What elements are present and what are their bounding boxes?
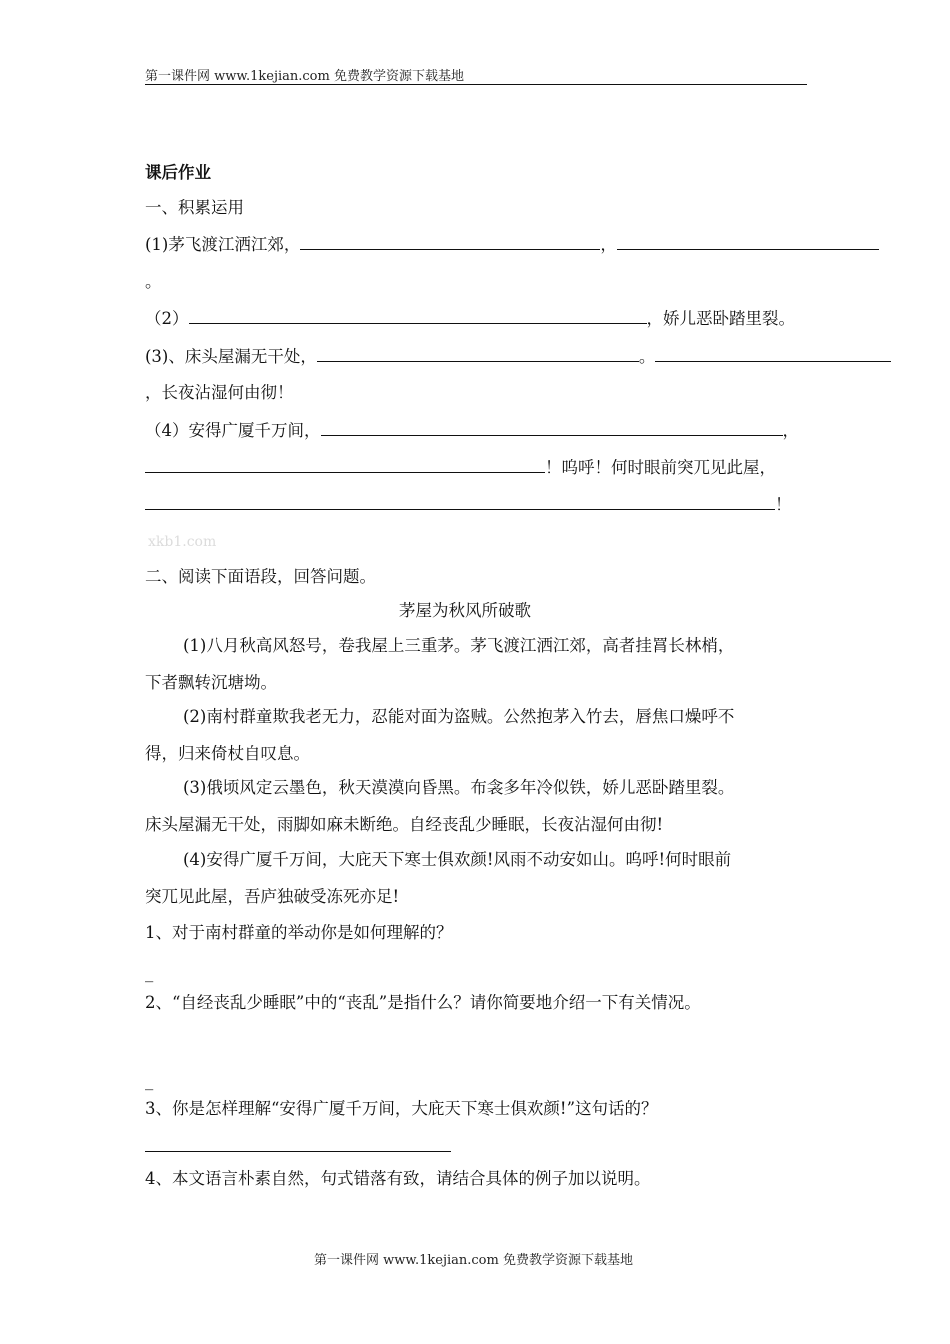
poem-p2-line2: 得，归来倚杖自叹息。 (145, 744, 310, 763)
answer-line-3[interactable] (145, 1151, 451, 1152)
question-3 (145, 346, 891, 367)
q3-blank-2[interactable] (655, 346, 891, 362)
q2-prefix: （2） (145, 309, 189, 328)
q2-blank[interactable] (189, 308, 647, 324)
section1-heading: 一、积累运用 (145, 198, 244, 217)
reading-question-4: 4、本文语言朴素自然，句式错落有致，请结合具体的例子加以说明。 (145, 1169, 651, 1188)
reading-question-3: 3、你是怎样理解“安得广厦千万间，大庇天下寒士俱欢颜!”这句话的？ (145, 1099, 658, 1118)
reading-question-1: 1、对于南村群童的举动你是如何理解的？ (145, 923, 453, 942)
poem-p2-line1: (2)南村群童欺我老无力，忍能对面为盗贼。公然抱茅入竹去，唇焦口燥呼不 (183, 707, 735, 726)
question-2 (145, 308, 795, 329)
page-header: 第一课件网 www.1kejian.com 免费教学资源下载基地 (145, 69, 464, 84)
poem-p3-line2: 床头屋漏无干处，雨脚如麻未断绝。自经丧乱少睡眠，长夜沾湿何由彻! (145, 815, 664, 834)
poem-p4-line1: (4)安得广厦千万间，大庇天下寒士俱欢颜!风雨不动安如山。呜呼!何时眼前 (183, 850, 732, 869)
section2-heading: 二、阅读下面语段，回答问题。 (145, 567, 376, 586)
q1-prefix: (1)茅飞渡江洒江郊， (145, 235, 301, 254)
reading-question-2: 2、“自经丧乱少睡眠”中的“丧乱”是指什么？请你简要地介绍一下有关情况。 (145, 993, 701, 1012)
page-footer: 第一课件网 www.1kejian.com 免费教学资源下载基地 (314, 1253, 633, 1268)
question-4-line3 (145, 494, 792, 515)
q3-prefix: (3)、床头屋漏无干处， (145, 347, 317, 366)
watermark: xkb1.com (148, 534, 217, 550)
poem-p3-line1: (3)俄顷风定云墨色，秋天漠漠向昏黑。布衾多年冷似铁，娇儿恶卧踏里裂。 (183, 778, 735, 797)
poem-p4-line2: 突兀见此屋，吾庐独破受冻死亦足! (145, 887, 400, 906)
q4-prefix: （4）安得广厦千万间， (145, 421, 321, 440)
question-3-end: ，长夜沾湿何由彻！ (145, 383, 294, 402)
q1-comma: ， (600, 235, 617, 254)
q2-suffix: ，娇儿恶卧踏里裂。 (646, 309, 795, 328)
q4-blank-3[interactable] (145, 494, 775, 510)
answer-mark-1[interactable]: _ (145, 963, 154, 982)
q3-mid: 。 (638, 347, 656, 366)
q1-blank-2[interactable] (617, 234, 879, 250)
q4-blank-1[interactable] (321, 420, 783, 436)
q4-end: ！ (775, 495, 792, 514)
header-rule (145, 84, 807, 85)
q1-blank-1[interactable] (300, 234, 600, 250)
question-1-end: 。 (145, 272, 162, 291)
question-4 (145, 420, 799, 441)
poem-p1-line2: 下者飘转沉塘坳。 (145, 673, 277, 692)
question-4-line2 (145, 457, 776, 478)
answer-mark-2[interactable]: _ (145, 1071, 154, 1090)
page-title: 课后作业 (145, 163, 211, 182)
q4-comma: ， (782, 421, 799, 440)
q3-blank-1[interactable] (317, 346, 639, 362)
poem-title: 茅屋为秋风所破歌 (399, 601, 531, 620)
poem-p1-line1: (1)八月秋高风怒号，卷我屋上三重茅。茅飞渡江洒江郊，高者挂罥长林梢， (183, 636, 735, 655)
question-1 (145, 234, 879, 255)
q4-mid: ！呜呼！何时眼前突兀见此屋， (545, 458, 776, 477)
q4-blank-2[interactable] (145, 457, 545, 473)
